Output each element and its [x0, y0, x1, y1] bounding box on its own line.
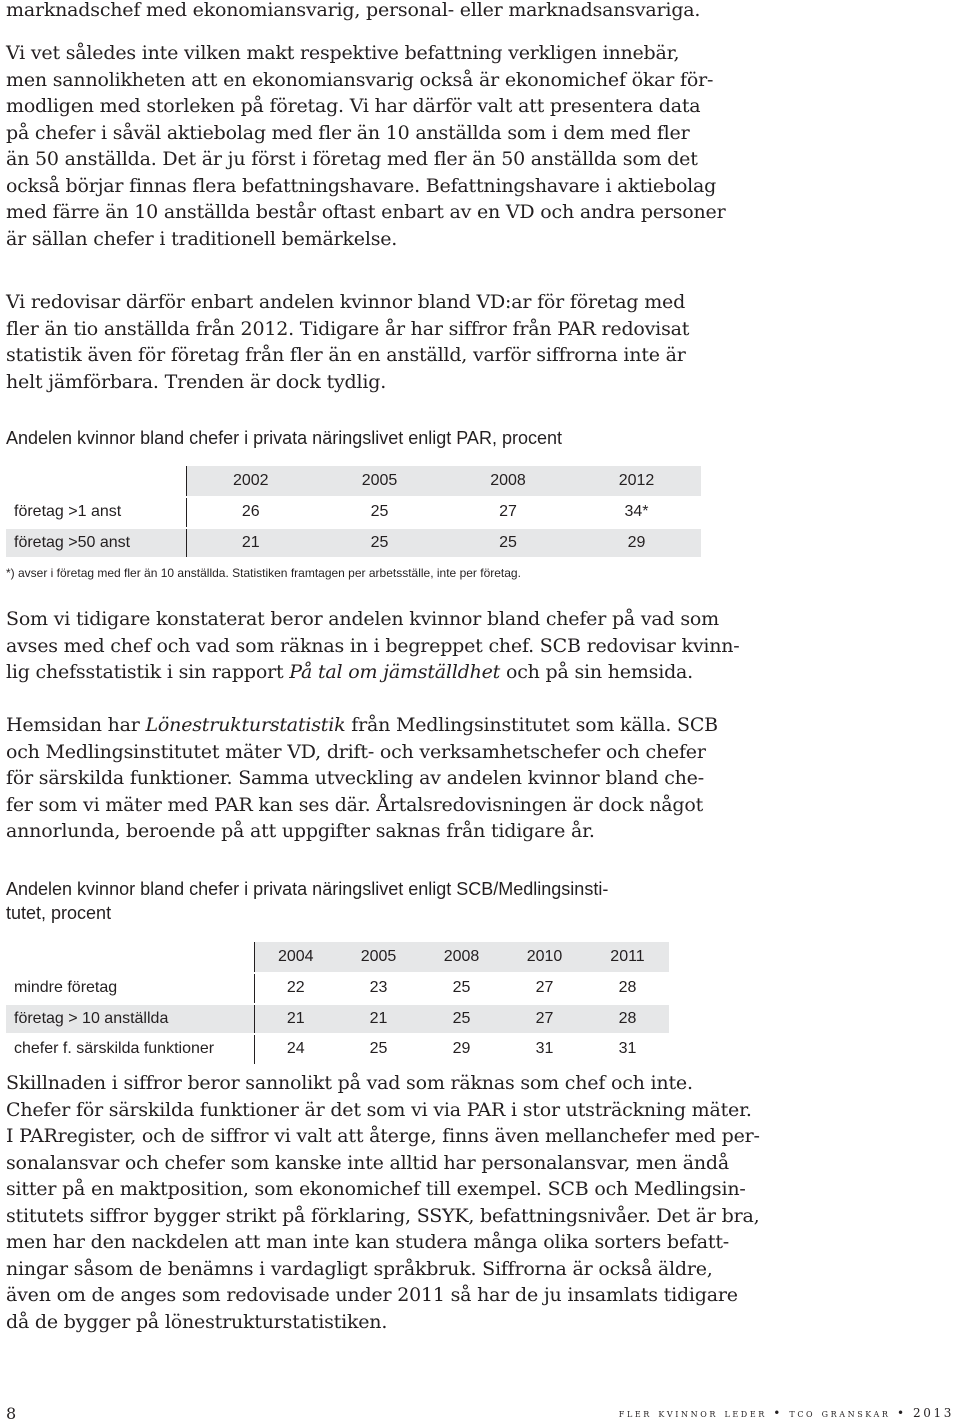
italic-title: På tal om jämställdhet: [289, 661, 501, 683]
table-row: [6, 973, 669, 1004]
table2-header-row: [6, 942, 669, 973]
text-line: [6, 739, 722, 766]
table2-title: [6, 877, 608, 925]
text-segment: lig chefsstatistik i sin rapport: [6, 661, 290, 683]
table-row: [6, 1004, 669, 1035]
table-row: [6, 497, 701, 528]
table2: [6, 942, 669, 1064]
table2-cell: 22: [254, 973, 337, 1004]
table-row: [6, 1034, 669, 1064]
table1-cell: 25: [315, 528, 444, 558]
paragraph-intro: [6, 0, 722, 24]
text-line: Vi vet således inte vilken makt respektive befattning verkligen innebär,: [6, 42, 680, 64]
text-line: är sällan chefer i traditionell bemärkelse.: [6, 227, 398, 250]
table2-row-label: företag > 10 anställda: [6, 1004, 254, 1035]
table2-cell: 27: [503, 1004, 586, 1035]
table2-row-label: mindre företag: [6, 973, 254, 1004]
text-segment: avses med chef och vad som räknas in i begreppet chef. SCB redovisar kvinn-: [6, 634, 740, 657]
table1-col-header: 2002: [186, 466, 315, 497]
text-line: sitter på en maktposition, som ekonomichef till exempel. SCB och Medlingsin-: [6, 1178, 746, 1200]
table2-cell: 25: [420, 973, 503, 1004]
table1-cell: 27: [444, 497, 572, 528]
table2-col-header: 2004: [254, 942, 337, 973]
table2-cell: 27: [503, 973, 586, 1004]
table1-row-label: företag >50 anst: [6, 528, 186, 558]
text-segment: och på sin hemsida.: [500, 661, 694, 683]
paragraph-2: [6, 289, 722, 395]
text-line: fler än tio anställda från 2012. Tidigare år har siffror från PAR redovisat: [6, 317, 690, 340]
table2-row-label: chefer f. särskilda funktioner: [14, 1040, 215, 1058]
table1-cell: 29: [572, 528, 701, 558]
text-line: Skillnaden i siffror beror sannolikt på vad som räknas som chef och inte.: [6, 1072, 693, 1094]
paragraph-3: [6, 606, 740, 686]
text-segment: annorlunda, beroende på att uppgifter saknas från tidigare år.: [6, 820, 595, 842]
text-line: sonalansvar och chefer som kanske inte alltid har personalansvar, men ändå: [6, 1151, 729, 1174]
text-line: då de bygger på lönestrukturstatistiken.: [6, 1310, 388, 1333]
table2-cell: 25: [420, 1004, 503, 1035]
paragraph-4: [6, 712, 722, 845]
table1-cell: 21: [186, 528, 315, 558]
table2-cell: 23: [337, 973, 420, 1004]
text-line: [6, 818, 722, 845]
table2-cell: 31: [618, 1040, 637, 1058]
text-line: också börjar finnas flera befattningshavare. Befattningshavare i aktiebolag: [6, 174, 717, 197]
table2-col-header: 2011: [586, 942, 669, 973]
table2-cell: 29: [452, 1040, 471, 1058]
text-line: [6, 765, 722, 792]
text-line: [6, 659, 722, 686]
text-line: [6, 712, 722, 739]
table2-col-header: 2005: [337, 942, 420, 973]
table2-cell: 31: [535, 1040, 554, 1058]
text-line: men har den nackdelen att man inte kan studera många olika sorters befatt-: [6, 1231, 729, 1253]
table1-col-header: 2012: [572, 466, 701, 497]
table1-cell: 26: [186, 497, 315, 528]
table1-header-row: [6, 466, 701, 497]
table1-cell: 34*: [572, 497, 701, 528]
table2-cell: 28: [586, 1004, 669, 1035]
table2-col-header: 2008: [420, 942, 503, 973]
table-row: [6, 528, 701, 558]
text-line: Chefer för särskilda funktioner är det som vi via PAR i stor utsträckning mäter.: [6, 1098, 752, 1121]
text-line: helt jämförbara. Trenden är dock tydlig.: [6, 370, 387, 393]
text-line: [6, 606, 722, 633]
table2-corner: [6, 942, 254, 973]
table1-col-header: 2005: [315, 466, 444, 497]
running-footer-title: fler kvinnor leder • tco granskar • 2013: [618, 1406, 954, 1420]
text-line: än 50 anställda. Det är ju först i företag med fler än 50 anställda som det: [6, 148, 698, 170]
table2-cell: 24: [254, 1034, 337, 1064]
text-line: statistik även för företag från fler än en anställd, varför siffrorna inte är: [6, 344, 686, 366]
text-line: med färre än 10 anställda består oftast enbart av en VD och andra personer: [6, 201, 726, 223]
text-line: Andelen kvinnor bland chefer i privata näringslivet enligt SCB/Medlingsinsti-: [6, 879, 609, 899]
table2-cell: 28: [586, 973, 669, 1004]
text-line: stitutets siffror bygger strikt på förklaring, SSYK, befattningsnivåer. Det är bra,: [6, 1204, 760, 1227]
table1-footnote: *) avser i företag med fler än 10 anställda. Statistiken framtagen per arbetsställe, inte per företag.: [6, 566, 521, 580]
table2-cell: 21: [337, 1004, 420, 1035]
text-line: [6, 792, 722, 819]
page-number: 8: [6, 1404, 17, 1423]
table1-col-header: 2008: [444, 466, 572, 497]
table1-cell: 25: [315, 497, 444, 528]
paragraph-5: [6, 1070, 760, 1335]
text-line: marknadschef med ekonomiansvarig, personal- eller marknadsansvariga.: [6, 0, 701, 21]
text-segment: och Medlingsinstitutet mäter VD, drift- och verksamhetschefer och chefer: [6, 740, 706, 763]
text-line: tutet, procent: [6, 903, 112, 923]
text-line: I PARregister, och de siffror vi valt att återge, finns även mellanchefer med per-: [6, 1125, 760, 1147]
text-line: Andelen kvinnor bland chefer i privata näringslivet enligt PAR, procent: [6, 428, 562, 448]
text-segment: Hemsidan har: [6, 714, 146, 736]
table1-corner: [6, 466, 186, 497]
table2-cell: 21: [254, 1004, 337, 1035]
text-line: ningar såsom de benämns i vardagligt språkbruk. Siffrorna är också äldre,: [6, 1257, 713, 1280]
table1-row-label: företag >1 anst: [6, 497, 186, 528]
table2-col-header: 2010: [503, 942, 586, 973]
table1-cell: 25: [444, 528, 572, 558]
table2-cell: 25: [369, 1040, 388, 1058]
table1: [6, 466, 701, 557]
text-line: även om de anges som redovisade under 2011 så har de ju insamlats tidigare: [6, 1284, 738, 1306]
text-line: på chefer i såväl aktiebolag med fler än 10 anställda som i dem med fler: [6, 121, 690, 144]
text-line: Vi redovisar därför enbart andelen kvinnor bland VD:ar för företag med: [6, 291, 686, 313]
text-line: modligen med storleken på företag. Vi har därför valt att presentera data: [6, 95, 701, 117]
text-line: men sannolikheten att en ekonomiansvarig också är ekonomichef ökar för-: [6, 68, 714, 91]
text-segment: Som vi tidigare konstaterat beror andelen kvinnor bland chefer på vad som: [6, 608, 719, 630]
text-segment: fer som vi mäter med PAR kan ses där. Årtalsredovisningen är dock något: [6, 793, 704, 816]
italic-title: Lönestrukturstatistik: [145, 714, 346, 736]
paragraph-1: [6, 40, 726, 252]
text-segment: för särskilda funktioner. Samma utveckling av andelen kvinnor bland che-: [6, 767, 704, 789]
text-line: [6, 633, 740, 660]
text-segment: från Medlingsinstitutet som källa. SCB: [345, 714, 718, 736]
table1-title: [6, 426, 562, 450]
